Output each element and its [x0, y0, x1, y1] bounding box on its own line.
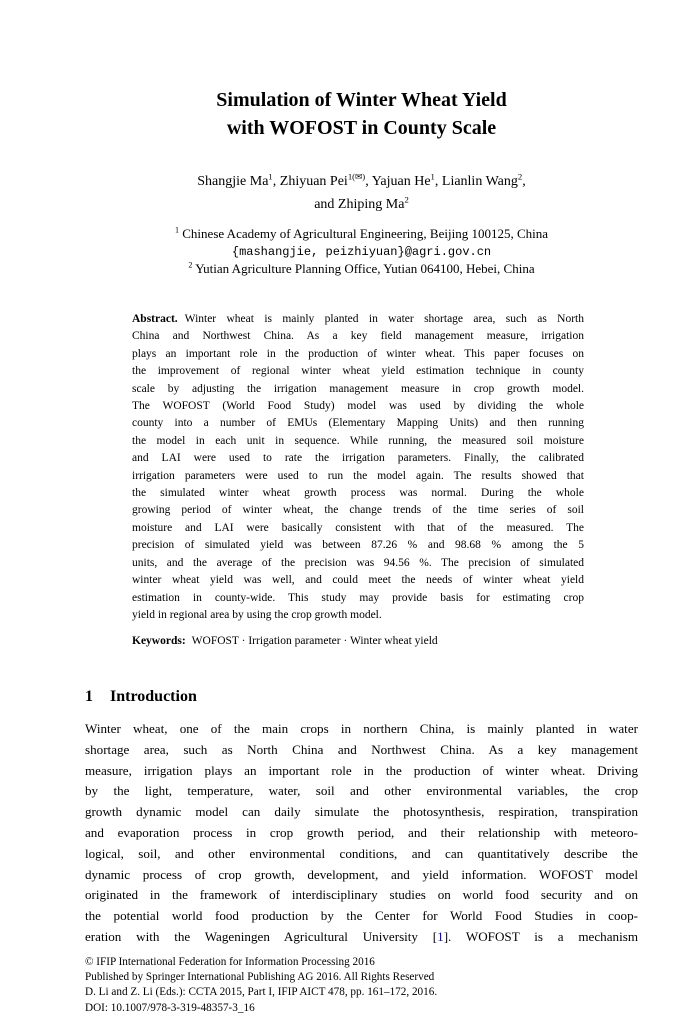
text-line: units, and the average of the precision was 94.56 %. The precision of simulated [132, 556, 584, 569]
author-name: Shangjie Ma [197, 174, 269, 189]
author-separator: , [365, 174, 372, 189]
author-affiliation-mark: 1 [268, 171, 273, 182]
text-line: the simulated winter wheat growth process was normal. During the whole [132, 487, 584, 500]
publisher-line: Published by Springer International Publishing AG 2016. All Rights Reserved [85, 971, 435, 984]
introduction-text: eration with the Wageningen Agricultural University [ [85, 928, 438, 944]
keywords-label: Keywords: [132, 635, 186, 648]
author-separator: , [272, 174, 280, 189]
text-line: by the light, temperature, water, soil and other environmental variables, the crop [85, 783, 638, 799]
page-footer [85, 955, 638, 1016]
introduction-paragraph [85, 719, 638, 948]
author-line-2 [85, 193, 638, 216]
text-line: logical, soil, and other environmental conditions, and can quantitatively describe the [85, 845, 638, 861]
doi-line: DOI: 10.1007/978-3-319-48357-3_16 [85, 1001, 255, 1014]
section-number: 1 [85, 688, 93, 705]
introduction-last-line [85, 927, 638, 948]
introduction-text-lines [85, 719, 638, 927]
text-line: growing period of winter wheat, the change trends of the time series of soil [132, 504, 584, 517]
text-line: the model in each unit in sequence. While running, the measured soil moisture [132, 434, 584, 447]
keywords-line [132, 633, 584, 650]
affiliation-text: Yutian Agriculture Planning Office, Yutian 064100, Hebei, China [195, 260, 535, 276]
abstract-label: Abstract. [132, 313, 178, 325]
introduction-text: ]. WOFOST is a mechanism [443, 928, 639, 944]
copyright-line: © IFIP International Federation for Information Processing 2016 [85, 956, 375, 968]
paper-title-line2: with WOFOST in County Scale [226, 117, 497, 139]
author-separator: , [434, 174, 442, 189]
author-affiliation-mark: 2 [404, 194, 409, 205]
abstract-first-line [132, 311, 584, 328]
text-line: plays an important role in the production of winter wheat. This paper focuses on [132, 347, 584, 360]
author-name: and Zhiping Ma [314, 197, 405, 212]
text-line: precision of simulated yield was between 87.26 % and 98.68 % among the 5 [132, 539, 584, 552]
corresponding-author-mark: 1(✉) [347, 171, 366, 182]
affiliations [85, 226, 638, 277]
text-line: estimation in county-wide. This study may provide basis for estimating crop [132, 591, 584, 604]
paper-title [85, 86, 638, 142]
abstract-last-line: yield in regional area by using the crop growth model. [132, 608, 382, 621]
affiliation-number: 2 [188, 260, 193, 270]
author-affiliation-mark: 2 [517, 171, 523, 182]
text-line: dynamic process of crop growth, development, and yield information. WOFOST model [85, 866, 638, 882]
author-affiliation-mark: 1 [430, 171, 435, 182]
text-line: the potential world food production by the Center for World Food Studies in coop- [85, 908, 638, 924]
text-line: shortage area, such as North China and Northwest China. As a key management [85, 741, 638, 757]
text-line: measure, irrigation plays an important role in the production of winter wheat. Driving [85, 762, 638, 778]
text-line: The WOFOST (World Food Study) model was used by dividing the whole [132, 400, 584, 413]
section-1-heading [85, 688, 197, 706]
citation-link-1[interactable]: 1 [437, 928, 444, 944]
affiliation-text: Chinese Academy of Agricultural Engineering, Beijing 100125, China [182, 226, 548, 241]
text-line: county into a number of EMUs (Elementary Mapping Units) and then running [132, 417, 584, 430]
text-line: irrigation parameters were used to run the model again. The results showed that [132, 469, 584, 482]
text-line: growth dynamic model can daily simulate the photosynthesis, respiration, transpiration [85, 804, 638, 820]
text-line: winter wheat yield was well, and could meet the needs of winter wheat yield [132, 574, 584, 587]
abstract-text: Winter wheat is mainly planted in water shortage area, such as North [184, 313, 584, 325]
author-separator: , [522, 174, 526, 189]
author-line-1 [85, 170, 638, 193]
text-line: originated in the framework of interdisciplinary studies on world food security and on [85, 887, 638, 903]
affiliation-email-line [85, 243, 638, 261]
citation-info-line: D. Li and Z. Li (Eds.): CCTA 2015, Part I, IFIP AICT 478, pp. 161–172, 2016. [85, 986, 438, 999]
author-emails: {mashangjie, peizhiyuan}@agri.gov.cn [231, 244, 492, 259]
text-line: scale by adjusting the irrigation management measure in crop growth model. [132, 382, 584, 395]
author-name: Yajuan He [371, 174, 431, 189]
text-line: moisture and LAI were basically consistent with that of the measured. The [132, 521, 584, 534]
text-line: and LAI were used to rate the irrigation parameters. Finally, the calibrated [132, 452, 584, 465]
author-list [85, 170, 638, 216]
author-name: Lianlin Wang [441, 174, 518, 189]
abstract-section [132, 311, 584, 651]
text-line: and evaporation process in crop growth period, and their relationship with meteoro- [85, 824, 638, 840]
paper-title-line1: Simulation of Winter Wheat Yield [216, 89, 507, 111]
section-title: Introduction [110, 688, 197, 705]
text-line: the improvement of regional winter wheat yield estimation technique in county [132, 365, 584, 378]
text-line: Winter wheat, one of the main crops in northern China, is mainly planted in water [85, 721, 638, 736]
affiliation-1 [85, 226, 638, 243]
keywords-text: WOFOST · Irrigation parameter · Winter wheat yield [191, 635, 438, 648]
abstract-text-lines [132, 328, 584, 607]
author-name: Zhiyuan Pei [279, 174, 348, 189]
affiliation-number: 1 [174, 225, 180, 235]
text-line: China and Northwest China. As a key field management measure, irrigation [132, 330, 584, 343]
affiliation-2 [85, 261, 638, 278]
